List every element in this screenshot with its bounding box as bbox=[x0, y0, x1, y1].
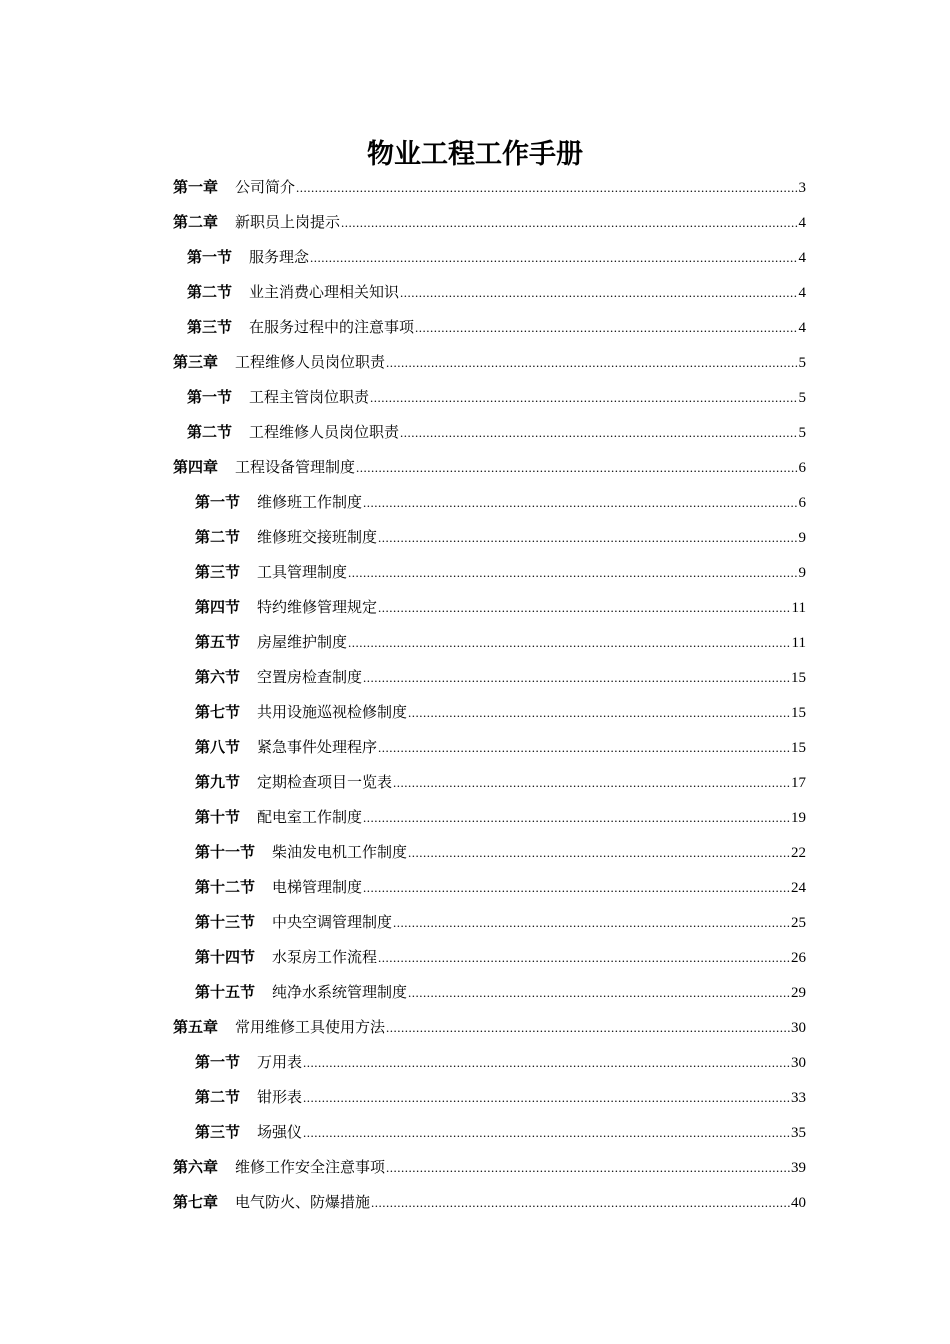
toc-dot-leader bbox=[370, 380, 797, 415]
toc-dot-leader bbox=[363, 485, 797, 520]
toc-entry-number: 第六章 bbox=[173, 1158, 219, 1176]
toc-dot-leader bbox=[348, 625, 791, 660]
toc-entry-page-number: 9 bbox=[798, 565, 806, 581]
toc-entry[interactable] bbox=[173, 240, 806, 275]
toc-entry[interactable] bbox=[173, 380, 806, 415]
toc-entry-number: 第十五节 bbox=[195, 983, 256, 1001]
toc-dot-leader bbox=[378, 940, 790, 975]
toc-entry-page-number: 33 bbox=[791, 1090, 806, 1106]
toc-entry-page-number: 22 bbox=[791, 845, 806, 861]
toc-entry[interactable] bbox=[173, 555, 806, 590]
toc-entry-page-number: 15 bbox=[791, 705, 806, 721]
toc-entry-number: 第二节 bbox=[187, 283, 233, 301]
toc-entry-number: 第五章 bbox=[173, 1018, 219, 1036]
toc-entry[interactable] bbox=[173, 275, 806, 310]
toc-dot-leader bbox=[348, 555, 797, 590]
toc-entry-number: 第三章 bbox=[173, 353, 219, 371]
toc-entry-page-number: 29 bbox=[791, 985, 806, 1001]
toc-entry[interactable] bbox=[173, 1010, 806, 1045]
toc-entry-label: 中央空调管理制度 bbox=[272, 913, 393, 931]
toc-entry-number: 第二节 bbox=[195, 528, 241, 546]
toc-dot-leader bbox=[310, 240, 797, 275]
toc-entry-page-number: 9 bbox=[798, 530, 806, 546]
toc-entry-label: 场强仪 bbox=[257, 1123, 303, 1141]
toc-entry-number: 第五节 bbox=[195, 633, 241, 651]
toc-dot-leader bbox=[408, 695, 790, 730]
toc-entry-label: 维修班交接班制度 bbox=[257, 528, 378, 546]
toc-entry-label: 维修工作安全注意事项 bbox=[235, 1158, 386, 1176]
toc-dot-leader bbox=[363, 660, 790, 695]
document-title: 物业工程工作手册 bbox=[367, 139, 583, 170]
toc-entry-number: 第一节 bbox=[187, 388, 233, 406]
toc-entry-page-number: 4 bbox=[798, 250, 806, 266]
toc-entry-page-number: 39 bbox=[791, 1160, 806, 1176]
toc-entry-number: 第十节 bbox=[195, 808, 241, 826]
toc-entry[interactable] bbox=[173, 940, 806, 975]
toc-entry-page-number: 6 bbox=[798, 495, 806, 511]
toc-entry[interactable] bbox=[173, 835, 806, 870]
toc-entry-number: 第二节 bbox=[187, 423, 233, 441]
toc-dot-leader bbox=[296, 170, 797, 205]
toc-entry-number: 第十二节 bbox=[195, 878, 256, 896]
toc-entry-label: 工具管理制度 bbox=[257, 563, 348, 581]
toc-entry[interactable] bbox=[173, 415, 806, 450]
toc-entry[interactable] bbox=[173, 730, 806, 765]
toc-entry-label: 工程设备管理制度 bbox=[235, 458, 356, 476]
toc-entry-label: 常用维修工具使用方法 bbox=[235, 1018, 386, 1036]
toc-entry-label: 工程主管岗位职责 bbox=[249, 388, 370, 406]
toc-entry-label: 维修班工作制度 bbox=[257, 493, 363, 511]
toc-entry-label: 柴油发电机工作制度 bbox=[272, 843, 408, 861]
toc-entry-label: 纯净水系统管理制度 bbox=[272, 983, 408, 1001]
toc-entry[interactable] bbox=[173, 170, 806, 205]
toc-entry-label: 特约维修管理规定 bbox=[257, 598, 378, 616]
toc-entry-label: 万用表 bbox=[257, 1053, 303, 1071]
toc-entry[interactable] bbox=[173, 485, 806, 520]
toc-entry-page-number: 25 bbox=[791, 915, 806, 931]
toc-entry-number: 第六节 bbox=[195, 668, 241, 686]
toc-entry-label: 空置房检查制度 bbox=[257, 668, 363, 686]
toc-entry-page-number: 26 bbox=[791, 950, 806, 966]
toc-entry[interactable] bbox=[173, 660, 806, 695]
toc-entry-label: 工程维修人员岗位职责 bbox=[235, 353, 386, 371]
toc-entry-label: 定期检查项目一览表 bbox=[257, 773, 393, 791]
toc-entry-label: 工程维修人员岗位职责 bbox=[249, 423, 400, 441]
toc-entry-label: 公司简介 bbox=[235, 178, 296, 196]
toc-entry[interactable] bbox=[173, 975, 806, 1010]
toc-entry-page-number: 30 bbox=[791, 1020, 806, 1036]
toc-entry-label: 紧急事件处理程序 bbox=[257, 738, 378, 756]
toc-entry-page-number: 6 bbox=[798, 460, 806, 476]
toc-entry-number: 第十一节 bbox=[195, 843, 256, 861]
toc-entry-page-number: 15 bbox=[791, 740, 806, 756]
toc-entry-number: 第三节 bbox=[195, 563, 241, 581]
toc-dot-leader bbox=[378, 520, 797, 555]
toc-entry-number: 第十三节 bbox=[195, 913, 256, 931]
toc-entry-number: 第一节 bbox=[195, 493, 241, 511]
toc-entry[interactable] bbox=[173, 590, 806, 625]
toc-entry[interactable] bbox=[173, 695, 806, 730]
toc-entry[interactable] bbox=[173, 800, 806, 835]
toc-entry-page-number: 19 bbox=[791, 810, 806, 826]
toc-entry-page-number: 15 bbox=[791, 670, 806, 686]
toc-entry-page-number: 4 bbox=[798, 215, 806, 231]
toc-dot-leader bbox=[386, 1010, 790, 1045]
toc-entry[interactable] bbox=[173, 1045, 806, 1080]
toc-entry[interactable] bbox=[173, 310, 806, 345]
toc-entry-label: 电梯管理制度 bbox=[272, 878, 363, 896]
toc-entry-number: 第三节 bbox=[195, 1123, 241, 1141]
toc-dot-leader bbox=[415, 310, 797, 345]
table-of-contents bbox=[173, 170, 806, 1220]
toc-dot-leader bbox=[400, 275, 797, 310]
toc-entry-page-number: 4 bbox=[798, 285, 806, 301]
toc-entry-label: 水泵房工作流程 bbox=[272, 948, 378, 966]
toc-entry[interactable] bbox=[173, 520, 806, 555]
toc-entry-label: 在服务过程中的注意事项 bbox=[249, 318, 415, 336]
toc-dot-leader bbox=[386, 345, 797, 380]
toc-dot-leader bbox=[303, 1115, 790, 1150]
toc-entry-page-number: 24 bbox=[791, 880, 806, 896]
toc-dot-leader bbox=[386, 1150, 790, 1185]
toc-dot-leader bbox=[363, 870, 790, 905]
toc-dot-leader bbox=[341, 205, 797, 240]
toc-entry-number: 第三节 bbox=[187, 318, 233, 336]
toc-entry-number: 第七节 bbox=[195, 703, 241, 721]
toc-entry-page-number: 5 bbox=[798, 425, 806, 441]
toc-dot-leader bbox=[356, 450, 797, 485]
toc-entry[interactable] bbox=[173, 1115, 806, 1150]
toc-entry-label: 电气防火、防爆措施 bbox=[235, 1193, 371, 1211]
toc-entry-label: 房屋维护制度 bbox=[257, 633, 348, 651]
toc-entry-page-number: 3 bbox=[798, 180, 806, 196]
toc-dot-leader bbox=[363, 800, 790, 835]
toc-entry-label: 业主消费心理相关知识 bbox=[249, 283, 400, 301]
toc-entry[interactable] bbox=[173, 905, 806, 940]
toc-entry-page-number: 11 bbox=[791, 600, 806, 616]
toc-entry-page-number: 4 bbox=[798, 320, 806, 336]
toc-entry[interactable] bbox=[173, 450, 806, 485]
toc-entry-number: 第四章 bbox=[173, 458, 219, 476]
toc-dot-leader bbox=[408, 835, 790, 870]
toc-entry-number: 第十四节 bbox=[195, 948, 256, 966]
toc-entry[interactable] bbox=[173, 765, 806, 800]
toc-entry-label: 服务理念 bbox=[249, 248, 310, 266]
toc-entry-number: 第七章 bbox=[173, 1193, 219, 1211]
toc-dot-leader bbox=[400, 415, 797, 450]
toc-dot-leader bbox=[378, 730, 790, 765]
toc-entry-page-number: 17 bbox=[791, 775, 806, 791]
toc-entry[interactable] bbox=[173, 205, 806, 240]
toc-entry-label: 钳形表 bbox=[257, 1088, 303, 1106]
toc-entry-page-number: 5 bbox=[798, 355, 806, 371]
toc-dot-leader bbox=[393, 765, 790, 800]
toc-entry[interactable] bbox=[173, 1150, 806, 1185]
toc-entry-number: 第九节 bbox=[195, 773, 241, 791]
toc-dot-leader bbox=[393, 905, 790, 940]
toc-entry-page-number: 35 bbox=[791, 1125, 806, 1141]
toc-entry-label: 共用设施巡视检修制度 bbox=[257, 703, 408, 721]
toc-entry[interactable] bbox=[173, 345, 806, 380]
toc-entry[interactable] bbox=[173, 1080, 806, 1115]
toc-entry[interactable] bbox=[173, 625, 806, 660]
toc-entry-number: 第一章 bbox=[173, 178, 219, 196]
toc-entry-label: 新职员上岗提示 bbox=[235, 213, 341, 231]
toc-entry-number: 第二章 bbox=[173, 213, 219, 231]
toc-entry[interactable] bbox=[173, 870, 806, 905]
toc-entry-number: 第四节 bbox=[195, 598, 241, 616]
toc-entry-page-number: 30 bbox=[791, 1055, 806, 1071]
toc-entry-label: 配电室工作制度 bbox=[257, 808, 363, 826]
toc-entry-number: 第一节 bbox=[195, 1053, 241, 1071]
toc-entry-page-number: 40 bbox=[791, 1195, 806, 1211]
toc-dot-leader bbox=[303, 1045, 790, 1080]
toc-entry[interactable] bbox=[173, 1185, 806, 1220]
toc-entry-number: 第一节 bbox=[187, 248, 233, 266]
toc-entry-page-number: 5 bbox=[798, 390, 806, 406]
toc-dot-leader bbox=[408, 975, 790, 1010]
toc-dot-leader bbox=[371, 1185, 790, 1220]
toc-entry-number: 第八节 bbox=[195, 738, 241, 756]
toc-dot-leader bbox=[303, 1080, 790, 1115]
toc-entry-number: 第二节 bbox=[195, 1088, 241, 1106]
toc-dot-leader bbox=[378, 590, 791, 625]
toc-entry-page-number: 11 bbox=[791, 635, 806, 651]
